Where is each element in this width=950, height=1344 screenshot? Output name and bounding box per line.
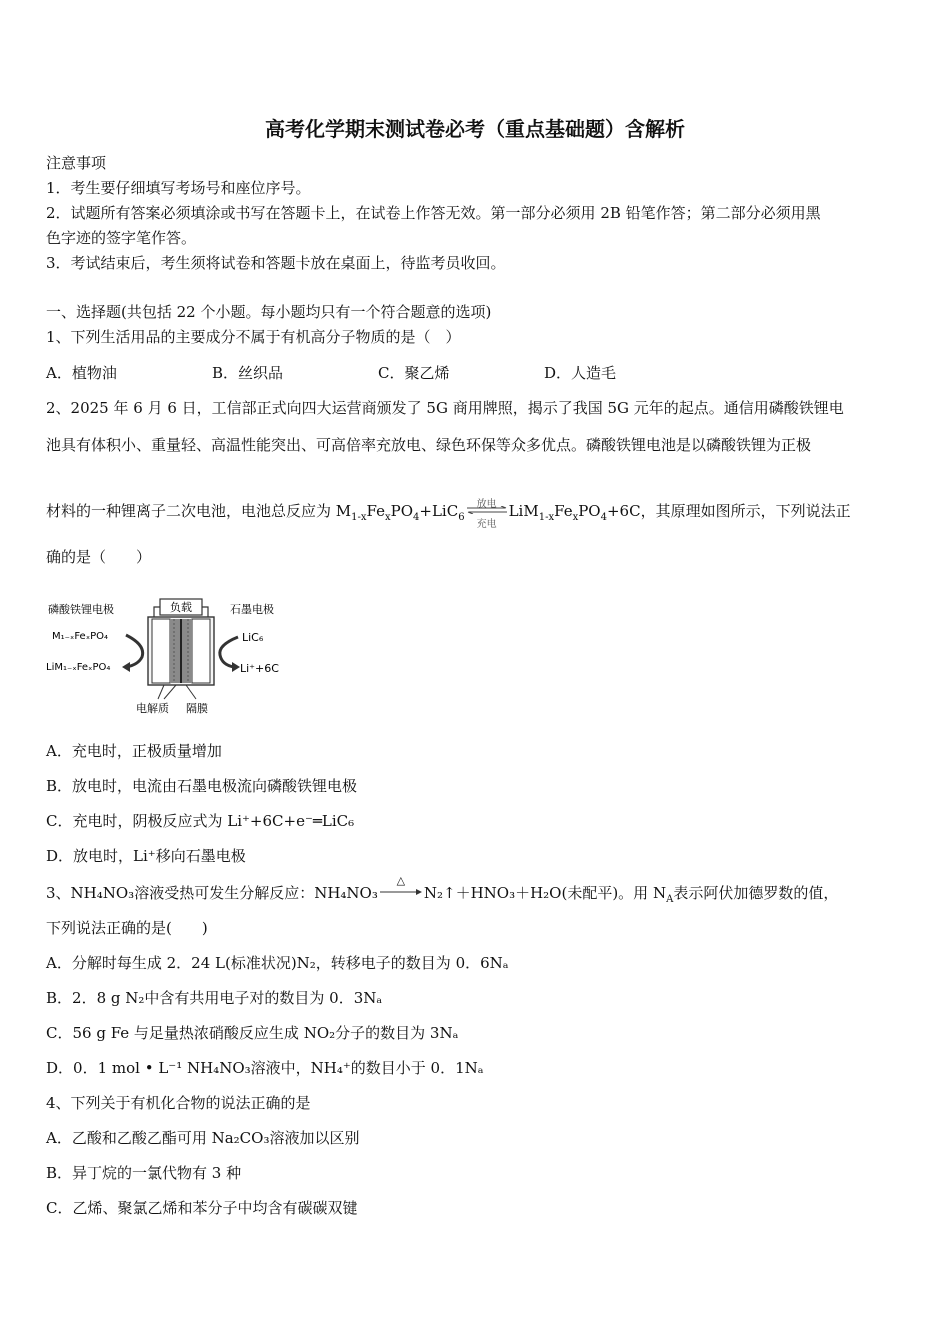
question-2-option-d: D．放电时，Li⁺移向石墨电极	[46, 847, 246, 865]
question-2-line: 池具有体积小、重量轻、高温性能突出、可高倍率充放电、绿色环保等众多优点。磷酸铁锂电池是以磷酸铁锂为正极	[46, 436, 812, 454]
question-2-line: 确的是（ ）	[46, 548, 152, 566]
question-3-option-a: A．分解时每生成 2．24 L(标准状况)N₂，转移电子的数目为 0．6Nₐ	[46, 954, 509, 972]
notice-item: 2．试题所有答案必须填涂或书写在答题卡上，在试卷上作答无效。第一部分必须用 2B 铅笔作答；第二部分必须用黑	[46, 204, 821, 222]
right-reaction-arrow	[220, 637, 238, 667]
question-3-option-d: D．0．1 mol • L⁻¹ NH₄NO₃溶液中，NH₄⁺的数目小于 0．1Nₐ	[46, 1059, 484, 1077]
question-3-option-b: B．2．8 g N₂中含有共用电子对的数目为 0．3Nₐ	[46, 989, 383, 1007]
question-3-line: 3、NH₄NO₃溶液受热可发生分解反应：NH₄NO₃ △ N₂↑＋HNO₃＋H₂O(未配平)。用 $N_A$表示阿伏加德罗数的值，	[46, 881, 838, 903]
question-4-option-a: A．乙酸和乙酸乙酯可用 Na₂CO₃溶液加以区别	[46, 1129, 360, 1147]
left-bottom-species: LiM₁₋ₓFeₓPO₄	[46, 662, 111, 673]
page-title: 高考化学期末测试卷必考（重点基础题）含解析	[265, 117, 685, 141]
battery-diagram	[46, 595, 296, 720]
notice-item: 1．考生要仔细填写考场号和座位序号。	[46, 179, 311, 197]
left-electrode	[152, 619, 170, 683]
question-4-option-c: C．乙烯、聚氯乙烯和苯分子中均含有碳碳双键	[46, 1199, 358, 1217]
question-3-option-c: C．56 g Fe 与足量热浓硝酸反应生成 NO₂分子的数目为 3Nₐ	[46, 1024, 459, 1042]
arrow-label-discharge: 放电	[476, 499, 497, 510]
question-3-line: 下列说法正确的是( )	[46, 919, 208, 937]
left-top-species: M₁₋ₓFeₓPO₄	[52, 631, 109, 642]
notice-item: 色字迹的签字笔作答。	[46, 229, 197, 247]
question-1-stem: 1、下列生活用品的主要成分不属于有机高分子物质的是（ ）	[46, 328, 461, 346]
left-electrode-label: 磷酸铁锂电极	[48, 603, 114, 616]
load-label: 负载	[170, 601, 192, 614]
membrane-label: 隔膜	[186, 702, 208, 715]
reaction-text-pre: 材料的一种锂离子二次电池，电池总反应为 M	[46, 502, 352, 520]
reversible-arrow	[465, 497, 509, 530]
question-2-line: 2、2025 年 6 月 6 日，工信部正式向四大运营商颁发了 5G 商用牌照，揭示了我国 5G 元年的起点。通信用磷酸铁锂电	[46, 399, 844, 417]
right-electrode-label: 石墨电极	[230, 603, 274, 616]
question-4-stem: 4、下列关于有机化合物的说法正确的是	[46, 1094, 311, 1112]
notice-item: 3．考试结束后，考生须将试卷和答题卡放在桌面上，待监考员收回。	[46, 254, 506, 272]
option-d: D．人造毛	[544, 364, 617, 382]
question-2-option-c: C．充电时，阴极反应式为 Li⁺+6C+e⁻═LiC₆	[46, 812, 355, 830]
heat-symbol: △	[396, 874, 406, 887]
option-b: B．丝织品	[212, 364, 284, 382]
section-heading: 一、选择题(共包括 22 个小题。每小题均只有一个符合题意的选项)	[46, 303, 492, 321]
electrolyte-label: 电解质	[136, 702, 169, 715]
question-2-option-a: A．充电时，正极质量增加	[46, 742, 222, 760]
reaction-text-post: ，其原理如图所示，下列说法正	[640, 502, 851, 520]
q3-text-pre: 3、NH₄NO₃溶液受热可发生分解反应：NH₄NO₃	[46, 884, 378, 902]
right-bottom-species: Li⁺+6C	[240, 662, 279, 675]
option-a: A．植物油	[46, 364, 117, 382]
q3-text-post: N₂↑＋HNO₃＋H₂O(未配平)。用 N	[423, 884, 667, 902]
question-4-option-b: B．异丁烷的一氯代物有 3 种	[46, 1164, 242, 1182]
right-top-species: LiC₆	[242, 631, 264, 644]
right-electrode	[192, 619, 210, 683]
q3-text-end: 表示阿伏加德罗数的值，	[673, 884, 839, 902]
arrow-label-charge: 充电	[476, 519, 497, 530]
question-2-reaction-line: 材料的一种锂离子二次电池，电池总反应为 $M_{1-x}Fe_xPO_4+LiC_6$ 放电 充电 $LiM_{1-x}Fe_xPO_4+6C$，其原理如图所示，下列说法正	[46, 497, 851, 525]
heat-arrow	[378, 874, 424, 901]
option-c: C．聚乙烯	[378, 364, 450, 382]
notice-heading: 注意事项	[46, 154, 107, 172]
left-reaction-arrow	[126, 635, 143, 667]
question-1-options	[46, 363, 616, 383]
question-2-option-b: B．放电时，电流由石墨电极流向磷酸铁锂电极	[46, 777, 358, 795]
